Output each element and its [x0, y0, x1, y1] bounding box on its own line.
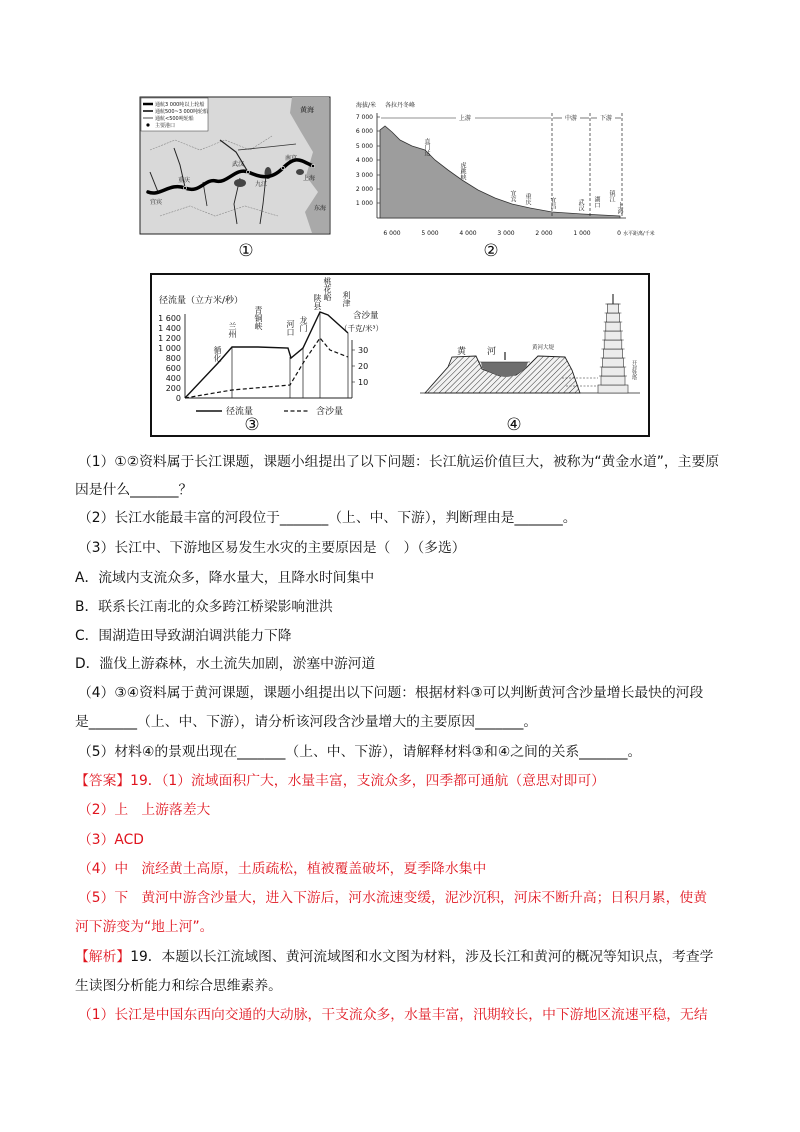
station-lijin: 利津	[342, 291, 351, 307]
profile-y-ticks	[356, 114, 380, 207]
station-shanxian: 陕县	[313, 294, 322, 310]
answer-line-4: （4）中 流经黄土高原，土质疏松，植被覆盖破坏，夏季降水集中	[78, 861, 487, 877]
profile-place-hutiaoxia: 虎跳峡	[459, 162, 466, 180]
hydro-left-tick: 1 200	[158, 334, 181, 343]
analysis-tag: 【解析】	[75, 949, 131, 965]
profile-x-tick: 6 000	[383, 230, 401, 237]
profile-xlabel: 水平距离/千米	[623, 231, 655, 237]
profile-place-zhenjiang: 镇江	[608, 190, 615, 202]
question-4-line-1: （4）③④资料属于黄河课题，课题小组提出以下问题：根据材料③可以判断黄河含沙量增长最快的河段	[78, 685, 704, 701]
option-a: A．流域内支流众多，降水量大，且降水时间集中	[75, 570, 375, 586]
map-legend-item: 通航<500吨轮船	[155, 116, 194, 122]
section-lower: 下游	[599, 115, 613, 122]
map-place-yellow-sea: 黄海	[300, 106, 314, 114]
map-port	[281, 166, 284, 169]
option-c: C．围湖造田导致湖泊调洪能力下降	[75, 628, 292, 644]
analysis-line-2: 生读图分析能力和综合思维素养。	[75, 978, 282, 994]
hydro-left-tick: 600	[165, 364, 181, 373]
option-d: D．滥伐上游森林，水土流失加剧，淤塞中游河道	[75, 656, 376, 672]
hydro-ylabel-right: 含沙量	[353, 311, 379, 321]
option-b: B．联系长江南北的众多跨江桥梁影响泄洪	[75, 599, 333, 615]
question-2: （2）长江水能最丰富的河段位于_______（上、中、下游），判断理由是_______。	[78, 510, 577, 526]
profile-place-hukou: 湖口	[593, 196, 600, 208]
answer-line-5: （5）下 黄河中游含沙量大，进入下游后，河水流速变缓，泥沙沉积，河床不断升高；日积月累，使黄	[78, 890, 707, 906]
map-place-yibin: 宜宾	[150, 199, 163, 206]
section-middle: 中游	[564, 115, 578, 122]
answer-line-1: 【答案】19．（1）流域面积广大，水量丰富，支流众多，四季都可通航（意思对即可）	[75, 773, 605, 789]
profile-y-tick: 1 000	[355, 200, 373, 207]
map-place-east-sea: 东海	[314, 205, 327, 212]
hydro-chart	[158, 294, 383, 435]
river-label-char: 河	[487, 347, 497, 357]
yangtze-map	[140, 97, 330, 261]
hydro-right-tick: 20	[358, 362, 369, 371]
hydro-left-tick: 200	[165, 384, 181, 393]
question-5: （5）材料④的景观出现在_______（上、中、下游），请解释材料③和④之间的关系_______。	[78, 744, 642, 760]
question-1-line-2: 因是什么_______？	[75, 482, 193, 498]
profile-x-tick: 3 000	[497, 230, 515, 237]
question-4-line-2: 是_______（上、中、下游），请分析该河段含沙量增大的主要原因_______。	[75, 714, 538, 730]
profile-terrain	[380, 126, 620, 218]
profile-y-tick: 2 000	[355, 186, 373, 193]
profile-place-yibin: 宜宾	[509, 190, 516, 202]
station-hekou: 河口	[286, 320, 295, 336]
map-place-jiujiang: 九江	[255, 181, 268, 188]
profile-place-zhimenda: 直门达	[423, 138, 430, 156]
map-place-nanjing: 南京	[285, 155, 298, 162]
hydro-left-tick: 1 000	[158, 344, 181, 353]
profile-place-wuhan: 武汉	[577, 199, 584, 211]
profile-place-yichang: 宜昌	[549, 197, 556, 209]
profile-y-tick: 6 000	[355, 128, 373, 135]
profile-y-tick: 7 000	[355, 114, 373, 121]
map-place-shanghai: 上海	[303, 175, 316, 182]
map-legend-item: 主要港口	[155, 123, 176, 129]
hydro-left-tick: 1 400	[158, 324, 181, 333]
profile-x-tick: 1 000	[573, 230, 591, 237]
profile-y-tick: 4 000	[355, 157, 373, 164]
hydro-left-tick: 1 600	[158, 314, 181, 323]
analysis-text: 19．本题以长江流域图、黄河流域图和水文图为材料，涉及长江和黄河的概况等知识点，考查学	[130, 949, 714, 965]
profile-x-ticks	[383, 230, 621, 237]
runoff-line	[185, 312, 348, 398]
legend-sediment-label: 含沙量	[316, 407, 344, 417]
profile-y-tick: 3 000	[355, 172, 373, 179]
figure-label-2: ②	[483, 241, 499, 261]
hydro-ylabel-right-unit: （千克/米³）	[340, 324, 384, 333]
station-xunhua: 循化	[213, 346, 222, 362]
legend-runoff-label: 径流量	[226, 407, 254, 417]
analysis-line-3: （1）长江是中国东西向交通的大动脉，干支流众多，水量丰富，汛期较长，中下游地区流速平稳，无结	[78, 1007, 708, 1023]
hydro-left-ticks	[158, 314, 181, 403]
hydro-left-tick: 0	[175, 394, 181, 403]
map-port	[246, 170, 249, 173]
figure-label-3: ③	[244, 415, 260, 435]
station-lanzhou: 兰州	[228, 322, 237, 338]
yangtze-profile	[356, 101, 655, 261]
station-longmen: 龙门	[299, 316, 308, 332]
map-legend-item: 通航3 000吨以上轮船	[155, 102, 205, 108]
map-place-chongqing: 重庆	[178, 177, 191, 184]
profile-x-tick: 2 000	[535, 230, 553, 237]
figure-label-1: ①	[238, 241, 254, 261]
hydro-left-tick: 800	[165, 354, 181, 363]
pagoda-label: 开封铁塔	[631, 360, 637, 380]
figures-area	[0, 0, 800, 445]
map-port	[183, 186, 186, 189]
profile-x-tick: 4 000	[459, 230, 477, 237]
answer-line-2: （2）上 上游落差大	[78, 802, 211, 818]
hydro-left-tick: 400	[165, 374, 181, 383]
map-lake	[234, 179, 246, 187]
profile-place-shanghai: 上海	[616, 202, 623, 214]
river-label-char: 黄	[457, 347, 467, 357]
map-port	[311, 164, 314, 167]
map-legend-item: 通航500~3 000吨轮船	[155, 109, 209, 115]
hydro-right-tick: 10	[358, 378, 369, 387]
answer-line-3: （3）ACD	[78, 832, 144, 848]
profile-x-tick: 0	[617, 230, 621, 237]
station-taohuayu: 桃花峪	[323, 277, 332, 301]
analysis-line-1	[75, 947, 713, 967]
section-upper: 上游	[458, 115, 472, 122]
hydro-ylabel-left: 径流量（立方米/秒）	[159, 296, 244, 306]
question-1-line-1: （1）①②资料属于长江课题，课题小组提出了以下问题：长江航运价值巨大，被称为“黄金水道”，主要原	[78, 454, 720, 470]
profile-peak-label: 各拉丹冬峰	[385, 102, 416, 109]
question-3: （3）长江中、下游地区易发生水灾的主要原因是（ ）（多选）	[78, 540, 466, 556]
hydro-right-tick: 30	[358, 346, 369, 355]
levee-label: 黄河大堤	[532, 345, 555, 351]
map-legend	[141, 98, 208, 131]
figure-label-4: ④	[506, 415, 522, 435]
map-place-wuhan: 武汉	[232, 161, 245, 168]
hydro-right-ticks	[352, 346, 368, 387]
profile-y-tick: 5 000	[355, 143, 373, 150]
profile-ylabel: 海拔/米	[356, 102, 377, 109]
answer-line-6: 河下游变为“地上河”。	[75, 919, 214, 935]
river-cross-section	[420, 294, 640, 435]
station-qingtongxia: 青铜峡	[254, 306, 263, 330]
pagoda-drawing	[598, 294, 628, 393]
profile-x-tick: 5 000	[421, 230, 439, 237]
profile-place-chongqing: 重庆	[524, 193, 531, 205]
